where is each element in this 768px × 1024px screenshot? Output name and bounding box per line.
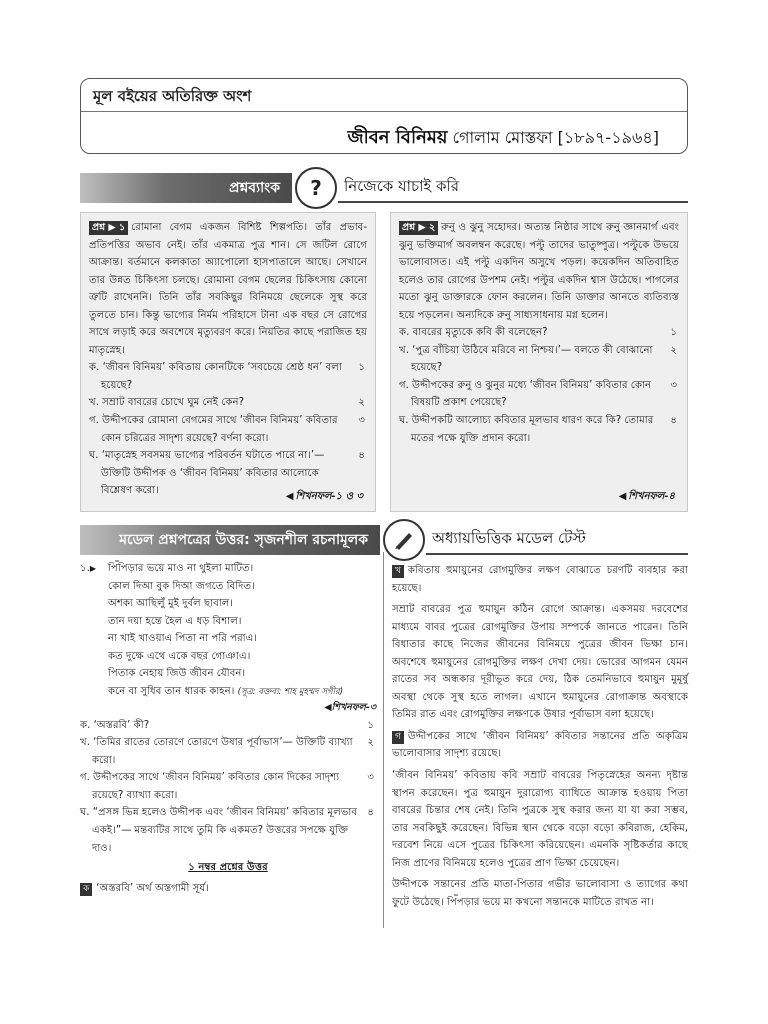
q2-item — [399, 377, 679, 412]
answer-kha-intro — [392, 562, 688, 597]
model-q-item-text: ঘ. “প্রসঙ্গ ভিন্ন হলেও উদ্দীপক এবং ‘জীবন বিনিময়’ কবিতার মূলভাব একই।”— মন্তব্যটির সাথে তুমি কি একমত? উত্তরের সপক্ষে যুক্তি দাও। — [80, 807, 358, 854]
q2-item — [399, 412, 679, 447]
chapter-title-box — [80, 78, 688, 154]
poem-lines — [80, 560, 376, 700]
model-answer-label: মডেল প্রশ্নপত্রের উত্তর: সৃজনশীল রচনামূলক — [80, 525, 380, 555]
chapter-model-test-label: অধ্যায়ভিত্তিক মডেল টেস্ট — [432, 529, 586, 547]
q1-item-text: গ. উদ্দীপকের রোমানা বেগমের সাথে ‘জীবন বিনিময়’ কবিতার কোন চরিত্রের সাদৃশ্য রয়েছে? বর্ণনা করো। — [89, 415, 338, 444]
question-panel-1 — [80, 212, 376, 512]
ref-text-1: শিখনফল-১ ও ৩ — [295, 490, 363, 502]
question-stem-2 — [399, 219, 679, 324]
answer-kha-body: সম্রাট বাবরের পুত্র হুমায়ুন কঠিন রোগে আক্রান্ত। একসময় দরবেশের মাধ্যমে বাবর পুত্রের রোগমুক্তির উপায় সম্পর্কে জানতে পারেন। তিনি বিধাতার কাছে নিজের জীবনের বিনিময়ে পুত্রের জীবন ভিক্ষা চান। অবশেষে হুমায়ুনের রোগমুক্তির লক্ষণ দেখা দেয়। ভোরের আগমন যেমন রাতের সব অন্ধকার দূরীভূত করে দেয়, ঠিক তেমনিভাবে হুমায়ুন মুমূর্ষু অবস্থা থেকে সুস্থ হতে লাগল। এখানে হুমায়ুনের রোগাক্রান্ত অবস্থাকে তিমির রাত এবং রোগমুক্তির লক্ষণকে উষার পূর্বাভাস বলা হয়েছে। — [392, 604, 688, 721]
banner-rule — [338, 201, 688, 203]
question-panel-2 — [390, 212, 688, 512]
model-q-item-text: খ. ‘তিমির রাতের তোরণে তোরণে উষার পূর্বাভাস’— উক্তিটি ব্যাখ্যা করো। — [80, 737, 353, 766]
model-q-item — [80, 804, 376, 857]
q1-item-mark: ২ — [358, 397, 365, 409]
q1-item-text: খ. সম্রাট বাবরের চোখে ঘুম নেই কেন? — [89, 397, 245, 409]
chapter-heading — [348, 123, 660, 154]
ref-arrow-icon: ◀ — [324, 702, 332, 714]
answer-kha-tag: খ — [392, 565, 404, 578]
model-q-item-mark: ৩ — [367, 772, 374, 784]
q1-item-mark: ৩ — [358, 415, 365, 427]
writing-hand-icon — [383, 519, 425, 561]
answer-kha-intro-text: কবিতায় হুমায়ুনের রোগমুক্তির লক্ষণ বোঝাতে চরণটি ব্যবহার করা হয়েছে। — [392, 565, 688, 594]
q1-item-text: ঘ. ‘মাতৃস্নেহ সবসময় ভাগ্যের পরিবর্তন ঘটাতে পারে না।’— উক্তিটি উদ্দীপক ও ‘জীবন বিনিময়’ কবিতার আলোকে বিশ্লেষণ করো। — [89, 450, 325, 497]
poem-credit: (সূত্র: বক্তব্য: শাহ মুহম্মদ সগীর) — [237, 686, 344, 697]
answer-title: ১ নম্বর প্রশ্নের উত্তর — [188, 862, 268, 874]
poem-line — [92, 683, 376, 701]
q1-item — [89, 359, 367, 394]
q1-item-text: ক. ‘জীবন বিনিময়’ কবিতায় কোনটিকে ‘সবচেয়ে শ্রেষ্ঠ ধন’ বলা হয়েছে? — [89, 362, 342, 391]
answer-ga-body-2: উদ্দীপকে সন্তানের প্রতি মাতা-পিতার গভীর ভালোবাসা ও ত্যাগের কথা ফুটে উঠেছে। পিঁপড়ার ভয়ে মা কখনো সন্তানকে মাটিতে রাখত না। — [392, 879, 688, 908]
answer-column — [392, 562, 688, 915]
q2-item — [399, 342, 679, 377]
model-answer-banner — [80, 525, 688, 555]
question-number-text: ১. — [80, 563, 90, 574]
model-q-item-text: ক. ‘অস্তরবি’ কী? — [80, 719, 150, 731]
q1-item — [89, 394, 367, 412]
question-bank-banner — [80, 173, 688, 203]
poem-line-text: কনে বা সুধিব তান ধারক কাহন। — [108, 685, 235, 697]
poem-line: অশক্য আছিলুঁ মুই দুর্বল ছাবাল। — [108, 598, 234, 610]
poet-name: গোলাম মোস্তফা [১৮৯৭-১৯৬৪] — [452, 128, 659, 147]
q2-item-text: ঘ. উদ্দীপকটি আলোচ্য কবিতার মূলভাব ধারণ করে কি? তোমার মতের পক্ষে যুক্তি প্রদান করো। — [399, 415, 654, 444]
banner-rule-2 — [426, 553, 688, 555]
model-question — [80, 560, 376, 897]
answer-ka-text: ‘অস্তরবি’ অর্থ অস্তগামী সূর্য। — [96, 882, 209, 894]
play-marker-icon: ▶ — [89, 564, 97, 573]
model-q-item — [80, 734, 376, 769]
learning-outcome-ref-3 — [80, 700, 376, 716]
question-bank-label: প্রশ্নব্যাংক — [80, 173, 292, 203]
answer-ga-body: ‘জীবন বিনিময়’ কবিতায় কবি সম্রাট বাবরের পিতৃস্নেহের অনন্য দৃষ্টান্ত স্থাপন করেছেন। পুত্র হুমায়ুন দুরারোগ্য ব্যাধিতে আক্রান্ত হওয়ায় পিতা বাবরের চিন্তার শেষ নেই। তিনি পুত্রকে সুস্থ করার জন্য যা যা করা সম্ভব, তার সবকিছুই করেছেন। বিভিন্ন স্থান থেকে বড়ো বড়ো কবিরাজ, হেকিম, দরবেশ নিয়ে এসে পুত্রের চিকিৎসা করিয়েছেন। এমনকি সৃষ্টিকর্তার কাছে নিজ প্রাণের বিনিময়ে হলেও পুত্রের প্রাণ ভিক্ষা চেয়েছেন। — [392, 770, 688, 869]
question-items-1 — [89, 359, 367, 499]
poem-line: পিতাক নেহায় জিউ জীবন যৌবন। — [108, 668, 246, 680]
question-chip-2: প্রশ্ন ▶ ২ — [399, 221, 438, 235]
answer-ka — [80, 880, 376, 898]
model-q-item-mark: ১ — [367, 719, 374, 731]
question-stem-text-2: রুনু ও ঝুনু সহোদর। অত্যন্ত নিষ্ঠার সাথে রুনু জ্ঞানমার্গ এবং ঝুনু ভক্তিমার্গ অবলম্বন করেছে। পল্টু তাদের ভাতুষ্পুত্র। পল্টুকে উভয়ে ভালোবাসত। এই পল্টু একদিন অসুখে পড়ল। কয়েকদিন অতিবাহিত হলেও তার রোগের উপশম নেই। পল্টুর একদিন শ্বাস উঠেছে। পাগলের মতো ঝুনু ডাক্তারকে ফোন করলেন। তিনি ডাক্তার আনতে ব্যতিব্যস্ত হয়ে পড়লেন। অন্যদিকে রুনু সাধ্যসাধনায় মগ্ন হলেন। — [399, 222, 679, 321]
svg-text:?: ? — [310, 176, 322, 200]
q2-item-text: খ. ‘পুত্র বাঁচিয়া উঠিবে মরিবে না নিশ্চয়।’— বলতে কী বোঝানো হয়েছে? — [399, 344, 653, 374]
poem-line: কত দুক্ষে এথে একে বছর গোঞাএ। — [108, 650, 251, 662]
question-stem-text-1: রোমানা বেগম একজন বিশিষ্ট শিল্পপতি। তাঁর প্রভাব-প্রতিপত্তির অভাব নেই। তাঁর একমাত্র পুত্র শান। সে জটিল রোগে আক্রান্ত। বর্তমানে কলকাতা অ্যাপোলো হাসপাতালে আছে। সেখানে তার উন্নত চিকিৎসা চলছে। রোমানা বেগম ছেলের চিকিৎসায় কোনো ত্রুটি রাখেননি। তিনি তাঁর সবকিছুর বিনিময়ে ছেলেকে সুস্থ করে তুলতে চান। কিন্তু ভাগ্যের নির্মম পরিহাসে টানা এক বছর সে রোগের সাথে লড়াই করে অবশেষে মৃত্যুবরণ করে। নিয়তির কাছে পরাজিত হয় মাতৃস্নেহ। — [89, 222, 367, 356]
model-q-item-mark: ৪ — [367, 807, 374, 819]
self-test-label: নিজেকে যাচাই করি — [344, 177, 460, 195]
q1-item — [89, 412, 367, 447]
q2-item-mark: ১ — [670, 327, 677, 339]
column-divider — [383, 552, 384, 928]
title-divider — [81, 111, 687, 112]
q2-item-mark: ৪ — [670, 415, 677, 427]
model-q-item-mark: ২ — [367, 737, 374, 749]
answer-ga-intro-text: উদ্দীপকের সাথে ‘জীবন বিনিময়’ কবিতার সন্তানের প্রতি অকৃত্রিম ভালোবাসার সাদৃশ্য রয়েছে। — [392, 730, 688, 760]
poem-line: কোল দিআ বুক দিআ জগতে বিদিত। — [108, 580, 255, 592]
question-items-2 — [399, 324, 679, 447]
poem-line: না খাই খাওয়াএ পিতা না পরি পরাএ। — [108, 633, 258, 645]
model-q-item — [80, 769, 376, 804]
q2-item-text: গ. উদ্দীপকের রুনু ও ঝুনুর মধ্যে ‘জীবন বিনিময়’ কবিতার কোন বিষয়টি প্রকাশ পেয়েছে? — [399, 379, 652, 409]
question-stem-1 — [89, 219, 367, 359]
q2-item-text: ক. বাবরের মৃত্যুকে কবি কী বলেছেন? — [399, 327, 548, 339]
q1-item-mark: ১ — [358, 362, 365, 374]
poem-line: পিঁপিড়ার ভয়ে মাও না থুইলা মাটিত। — [108, 563, 254, 574]
answer-ga-tag: গ — [392, 731, 404, 744]
q2-item-mark: ৩ — [670, 379, 677, 391]
model-question-items — [80, 717, 376, 857]
model-q-item-text: গ. উদ্দীপকের সাথে ‘জীবন বিনিময়’ কবিতার কোন দিকের সাদৃশ্য রয়েছে? ব্যাখ্যা করো। — [80, 772, 340, 801]
ref-text-2: শিখনফল-৪ — [628, 490, 675, 502]
model-q-item — [80, 717, 376, 735]
answer-ka-tag: ক — [80, 883, 92, 896]
answer-ga-intro — [392, 728, 688, 763]
question-number — [80, 560, 96, 578]
ref-text-3: শিখনফল-৩ — [331, 702, 376, 714]
question-chip-1: প্রশ্ন ▶ ১ — [89, 221, 128, 235]
learning-outcome-ref-1: ◀ শিখনফল-১ ও ৩ — [285, 490, 363, 502]
q2-item — [399, 324, 679, 342]
q2-item-mark: ২ — [670, 344, 677, 356]
section-tag: মূল বইয়ের অতিরিক্ত অংশ — [93, 87, 252, 105]
question-emblem-icon — [295, 167, 337, 209]
poem-line: তান দয়া হন্তে হৈল এ ধড় বিশাল। — [108, 615, 242, 627]
q1-item-mark: ৪ — [358, 450, 365, 462]
poem-block — [80, 560, 376, 700]
poem-title: জীবন বিনিময় — [347, 127, 448, 148]
learning-outcome-ref-2: ◀ শিখনফল-৪ — [618, 490, 675, 502]
